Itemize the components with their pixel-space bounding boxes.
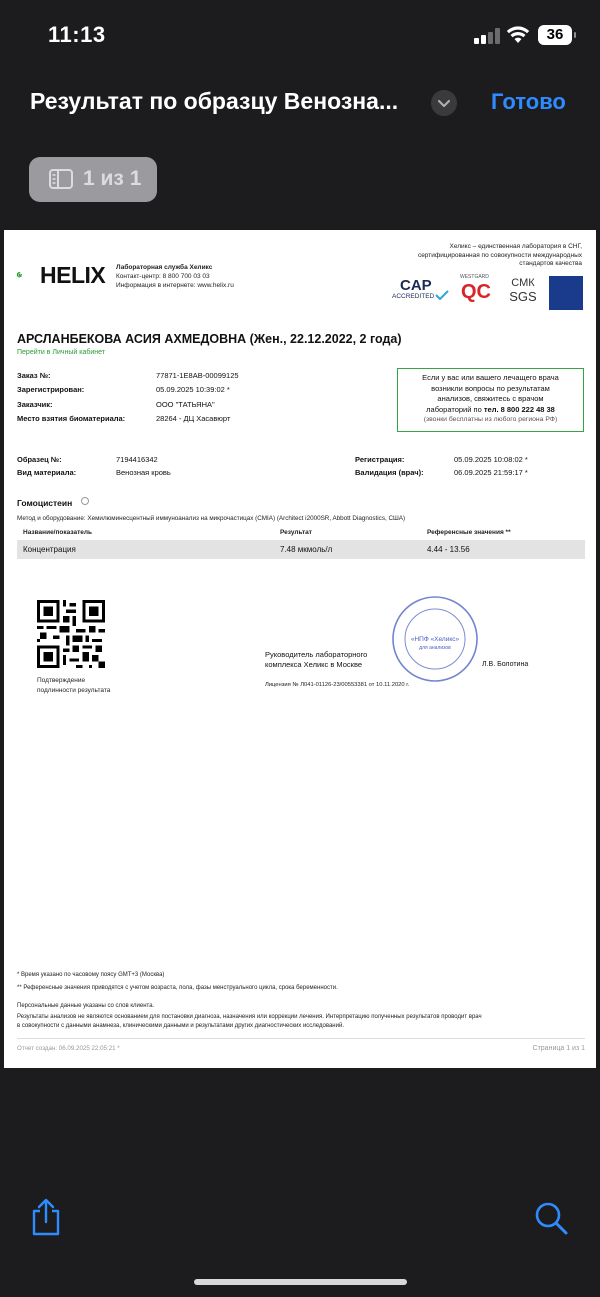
callout-line: анализов, свяжитесь с врачом [437, 394, 544, 403]
sgs-label: SGS [509, 289, 537, 304]
order-number-value: 77871-1E8AB-00099125 [156, 371, 239, 380]
page-indicator-label: 1 из 1 [83, 167, 142, 190]
result-name: Концентрация [23, 545, 76, 554]
callout-line: Если у вас или вашего лечащего врача [422, 373, 559, 382]
stamp-sub-text: для анализов [419, 645, 451, 651]
qr-caption [37, 676, 110, 696]
document-page[interactable] [4, 230, 596, 1068]
title-menu-chevron-icon[interactable] [431, 90, 457, 116]
registration-value: 05.09.2025 10:08:02 * [454, 455, 528, 464]
cap-sub-label: ACCREDITED [392, 293, 435, 300]
cellular-signal-icon [474, 28, 500, 44]
page-indicator-button[interactable] [29, 157, 157, 202]
wifi-icon [506, 24, 530, 44]
westgard-label: WESTGARD [460, 274, 489, 280]
report-created: Отчет создан: 06.09.2025 22:05:21 * [17, 1045, 120, 1052]
patient-name: АРСЛАНБЕКОВА АСИЯ АХМЕДОВНА (Жен., 22.12.2022, 2 года) [17, 332, 402, 346]
qr-code-icon[interactable] [37, 600, 105, 668]
sample-number-value: 7194416342 [116, 455, 158, 464]
material-label: Вид материала: [17, 468, 77, 477]
tagline-line: Хеликс – единственная лаборатория в СНГ, [449, 243, 582, 250]
table-row [17, 540, 585, 559]
qr-caption-line: подлинности результата [37, 687, 111, 694]
column-header-name: Название/показатель [23, 529, 93, 536]
checkmark-icon [435, 290, 449, 300]
disclaimer-line: Результаты анализов не являются основанием для постановки диагноза, назначения или коррекции лечения. Интерпретацию полученных результатов проводит врач [17, 1014, 482, 1020]
global-certification-logo [549, 276, 583, 310]
lab-info [116, 263, 234, 290]
validation-value: 06.09.2025 21:59:17 * [454, 468, 528, 477]
qr-caption-line: Подтверждение [37, 677, 86, 684]
doctor-contact-callout [397, 368, 584, 432]
tagline-line: сертифицированная по совокупности международных [417, 251, 582, 259]
customer-value: ООО "ТАТЬЯНА" [156, 400, 215, 409]
test-method: Метод и оборудование: Хемилюминесцентный иммуноанализ на микрочастицах (CMIA) (Architect i2000SR, Abbott Diagnostics, США) [17, 515, 406, 522]
document-title: Результат по образцу Венозна... [30, 88, 399, 114]
sampling-place-label: Место взятия биоматериала: [17, 414, 126, 423]
sample-number-label: Образец №: [17, 455, 62, 464]
lab-name: Лабораторная служба Хеликс [116, 264, 213, 271]
validation-label: Валидация (врач): [355, 468, 424, 477]
license-text: Лицензия № Л041-01126-23/00553381 от 10.11.2020 г. [265, 682, 410, 688]
results-table-header [17, 527, 585, 539]
info-icon[interactable] [81, 497, 89, 505]
page-number: Страница 1 из 1 [532, 1045, 585, 1052]
customer-label: Заказчик: [17, 400, 53, 409]
personal-data-footnote: Персональные данные указаны со слов клиента. [17, 1003, 155, 1009]
cap-label: CAP [400, 277, 432, 294]
callout-phone-line [398, 405, 583, 416]
home-indicator [194, 1279, 407, 1285]
done-button[interactable]: Готово [491, 89, 566, 114]
westgard-qc-logo [459, 275, 497, 305]
callout-note: (звонки бесплатны из любого региона РФ) [423, 416, 558, 423]
helix-logo-icon [16, 262, 40, 288]
callout-line-prefix: лабораторий по [426, 404, 482, 414]
reference-footnote: ** Референсные значения приводятся с учетом возраста, пола, фазы менструального цикла, срока беременности. [17, 985, 338, 991]
time-footnote: * Время указано по часовому поясу GMT+3 (Москва) [17, 972, 165, 978]
share-icon[interactable] [28, 1198, 64, 1236]
head-role-line: Руководитель лабораторного [265, 650, 368, 659]
qc-label: QC [461, 281, 491, 303]
column-header-result: Результат [280, 529, 312, 536]
registered-label: Зарегистрирован: [17, 385, 85, 394]
signer-name: Л.В. Болотина [482, 661, 529, 668]
cap-accredited-logo [388, 277, 450, 305]
head-role [265, 650, 367, 670]
tagline [418, 243, 582, 269]
material-value: Венозная кровь [116, 468, 171, 477]
status-time: 11:13 [48, 22, 106, 47]
smk-label: СМК [511, 277, 535, 289]
stamp-text: «НПФ «Хеликс» [410, 636, 460, 643]
lab-stamp-icon [391, 595, 479, 683]
disclaimer-line: в совокупности с данными анамнеза, клиническими данными и результатами других диагностических исследований. [17, 1023, 344, 1029]
callout-phone[interactable]: тел. 8 800 222 48 38 [483, 404, 555, 414]
smk-sgs-logo [508, 276, 538, 310]
search-icon[interactable] [533, 1200, 569, 1236]
sidebar-icon [49, 169, 73, 189]
tagline-line: стандартов качества [519, 260, 582, 267]
registration-label: Регистрация: [355, 455, 405, 464]
head-role-line: комплекса Хеликс в Москве [265, 660, 363, 669]
column-header-reference: Референсные значения ** [427, 529, 511, 536]
callout-line: возникли вопросы по результатам [431, 383, 550, 393]
result-value: 7.48 мкмоль/л [280, 545, 333, 554]
helix-logo-text: HELIX [40, 262, 106, 288]
lab-contact: Контакт-центр: 8 800 700 03 03 [116, 273, 210, 280]
order-number-label: Заказ №: [17, 371, 51, 380]
footer-divider [17, 1038, 585, 1039]
sampling-place-value: 28264 - ДЦ Хасавюрт [156, 414, 231, 423]
test-name: Гомоцистеин [17, 498, 73, 508]
battery-icon: 36 [538, 25, 572, 45]
registered-value: 05.09.2025 10:39:02 * [156, 385, 230, 394]
result-reference: 4.44 - 13.56 [427, 545, 470, 554]
personal-cabinet-link[interactable]: Перейти в Личный кабинет [17, 349, 106, 356]
status-bar [0, 0, 600, 70]
lab-web: Информация в интернете: www.helix.ru [116, 282, 234, 289]
